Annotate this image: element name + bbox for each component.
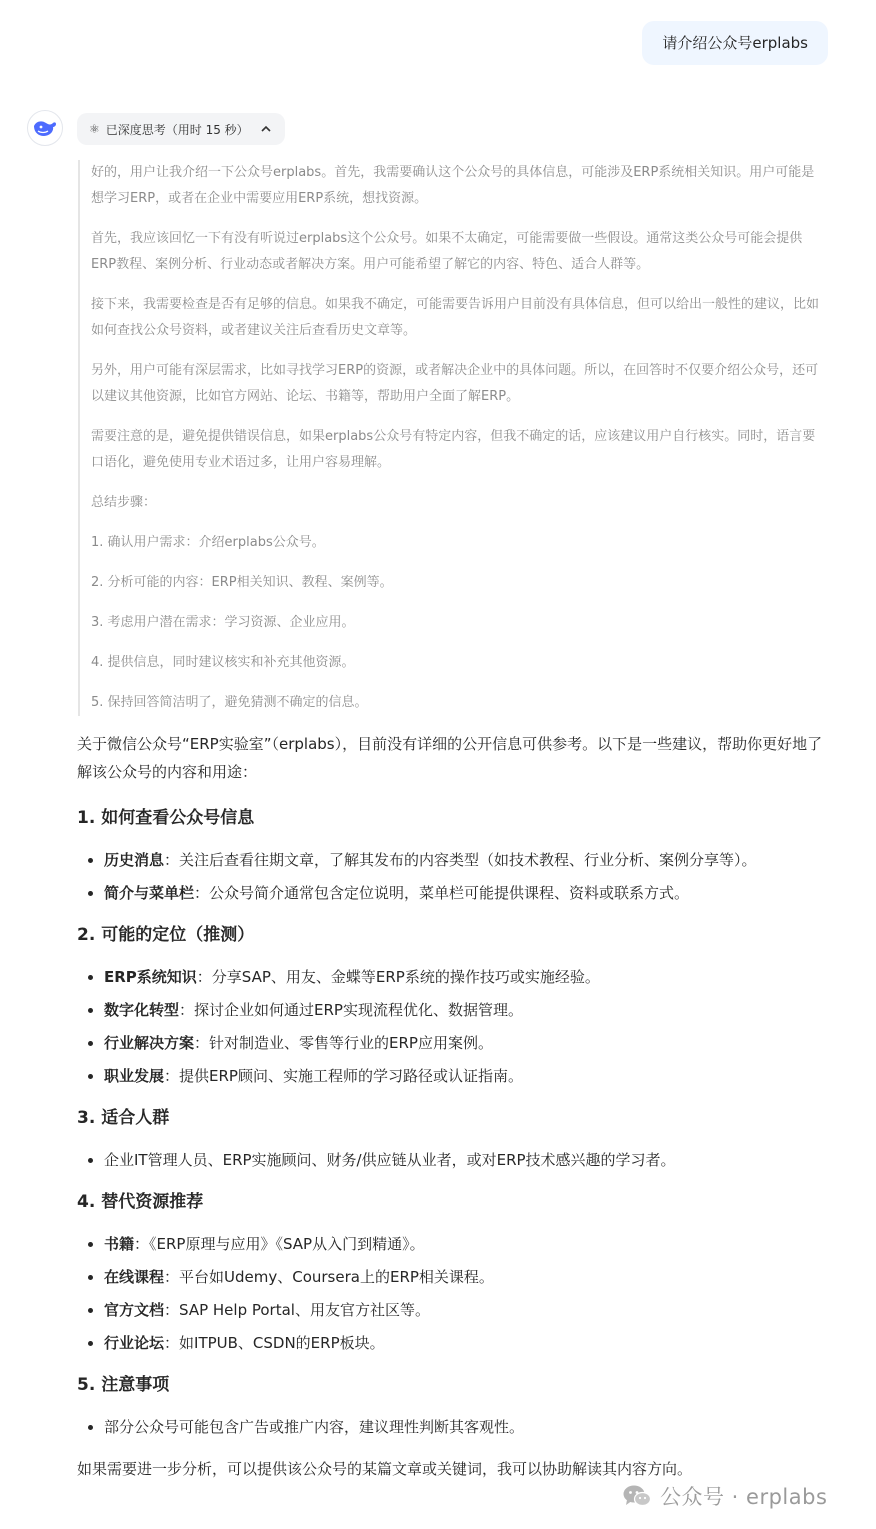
thinking-content [78,160,826,716]
thinking-step: 2. 分析可能的内容：ERP相关知识、教程、案例等。 [91,575,393,590]
thinking-step: 5. 保持回答简洁明了，避免猜测不确定的信息。 [91,695,368,710]
assistant-answer [77,730,829,1483]
list-item-title: 行业论坛 [104,1334,165,1352]
list-item-text: ：关注后查看往期文章，了解其发布的内容类型（如技术教程、行业分析、案例分享等）。 [164,851,757,869]
list-item-text: ：针对制造业、零售等行业的ERP应用案例。 [194,1034,493,1052]
list-item [77,846,829,874]
list-item-text: ：探讨企业如何通过ERP实现流程优化、数据管理。 [179,1001,523,1019]
list-item-title: 行业解决方案 [104,1034,195,1052]
list-item-text: ：平台如Udemy、Coursera上的ERP相关课程。 [164,1268,494,1286]
list-item [77,1413,829,1441]
user-message-bubble [642,21,828,65]
list-item-text: ：分享SAP、用友、金蝶等ERP系统的操作技巧或实施经验。 [196,968,600,986]
answer-closing: 如果需要进一步分析，可以提供该公众号的某篇文章或关键词，我可以协助解读其内容方向。 [77,1460,693,1478]
section-list [77,963,829,1090]
list-item [77,1029,829,1057]
thinking-paragraph: 总结步骤： [91,495,157,510]
section-list [77,846,829,907]
section-heading: 4. 替代资源推荐 [77,1192,204,1212]
list-item-title: ERP系统知识 [104,968,197,986]
section-list [77,1146,829,1174]
user-message-text: 请介绍公众号erplabs [662,34,808,52]
list-item [77,1146,829,1174]
list-item-title: 在线课程 [104,1268,165,1286]
assistant-avatar [27,110,63,146]
deep-thinking-toggle[interactable] [77,113,285,145]
list-item-title: 职业发展 [104,1067,165,1085]
watermark [622,1481,827,1511]
wechat-icon [622,1483,652,1509]
section-list [77,1413,829,1441]
list-item-title: 历史消息 [104,851,165,869]
list-item-title: 书籍 [104,1235,135,1253]
deep-thinking-label: 已深度思考（用时 15 秒） [105,122,249,137]
list-item-text: ：如ITPUB、CSDN的ERP板块。 [164,1334,385,1352]
list-item [77,1062,829,1090]
thinking-step: 4. 提供信息，同时建议核实和补充其他资源。 [91,655,355,670]
list-item [77,963,829,991]
atom-icon: ⚛ [89,122,100,136]
section-heading: 2. 可能的定位（推测） [77,925,255,945]
answer-intro: 关于微信公众号“ERP实验室”（erplabs），目前没有详细的公开信息可供参考。以下是一些建议，帮助你更好地了解该公众号的内容和用途： [77,735,823,781]
list-item-text: ：公众号简介通常包含定位说明，菜单栏可能提供课程、资料或联系方式。 [194,884,690,902]
section-list [77,1230,829,1357]
list-item [77,996,829,1024]
list-item-text: ：提供ERP顾问、实施工程师的学习路径或认证指南。 [164,1067,523,1085]
thinking-paragraph: 首先，我应该回忆一下有没有听说过erplabs这个公众号。如果不太确定，可能需要做一些假设。通常这类公众号可能会提供ERP教程、案例分析、行业动态或者解决方案。用户可能希望了解它的内容、特色、适合人群等。 [91,231,803,272]
deepseek-whale-icon [32,117,58,139]
thinking-step: 1. 确认用户需求：介绍erplabs公众号。 [91,535,325,550]
watermark-text: 公众号 · erplabs [660,1485,828,1509]
section-heading: 5. 注意事项 [77,1375,170,1395]
list-item-text: 企业IT管理人员、ERP实施顾问、财务/供应链从业者，或对ERP技术感兴趣的学习者。 [104,1151,676,1169]
list-item-text: 部分公众号可能包含广告或推广内容，建议理性判断其客观性。 [104,1418,525,1436]
list-item-title: 数字化转型 [104,1001,180,1019]
list-item-title: 简介与菜单栏 [104,884,195,902]
thinking-paragraph: 需要注意的是，避免提供错误信息，如果erplabs公众号有特定内容，但我不确定的话，应该建议用户自行核实。同时，语言要口语化，避免使用专业术语过多，让用户容易理解。 [91,429,816,470]
section-heading: 1. 如何查看公众号信息 [77,808,255,828]
list-item-title: 官方文档 [104,1301,165,1319]
list-item [77,1230,829,1258]
list-item [77,1296,829,1324]
list-item [77,1263,829,1291]
list-item-text: ：SAP Help Portal、用友官方社区等。 [164,1301,430,1319]
thinking-paragraph: 好的，用户让我介绍一下公众号erplabs。首先，我需要确认这个公众号的具体信息，可能涉及ERP系统相关知识。用户可能是想学习ERP，或者在企业中需要应用ERP系统，想找资源。 [91,165,815,206]
thinking-paragraph: 另外，用户可能有深层需求，比如寻找学习ERP的资源，或者解决企业中的具体问题。所以，在回答时不仅要介绍公众号，还可以建议其他资源，比如官方网站、论坛、书籍等，帮助用户全面了解ERP。 [91,363,819,404]
list-item-text: ：《ERP原理与应用》《SAP从入门到精通》。 [134,1235,425,1253]
thinking-step: 3. 考虑用户潜在需求：学习资源、企业应用。 [91,615,355,630]
thinking-paragraph: 接下来，我需要检查是否有足够的信息。如果我不确定，可能需要告诉用户目前没有具体信息，但可以给出一般性的建议，比如如何查找公众号资料，或者建议关注后查看历史文章等。 [91,297,820,338]
list-item [77,879,829,907]
section-heading: 3. 适合人群 [77,1108,170,1128]
chevron-up-icon [261,125,271,133]
list-item [77,1329,829,1357]
